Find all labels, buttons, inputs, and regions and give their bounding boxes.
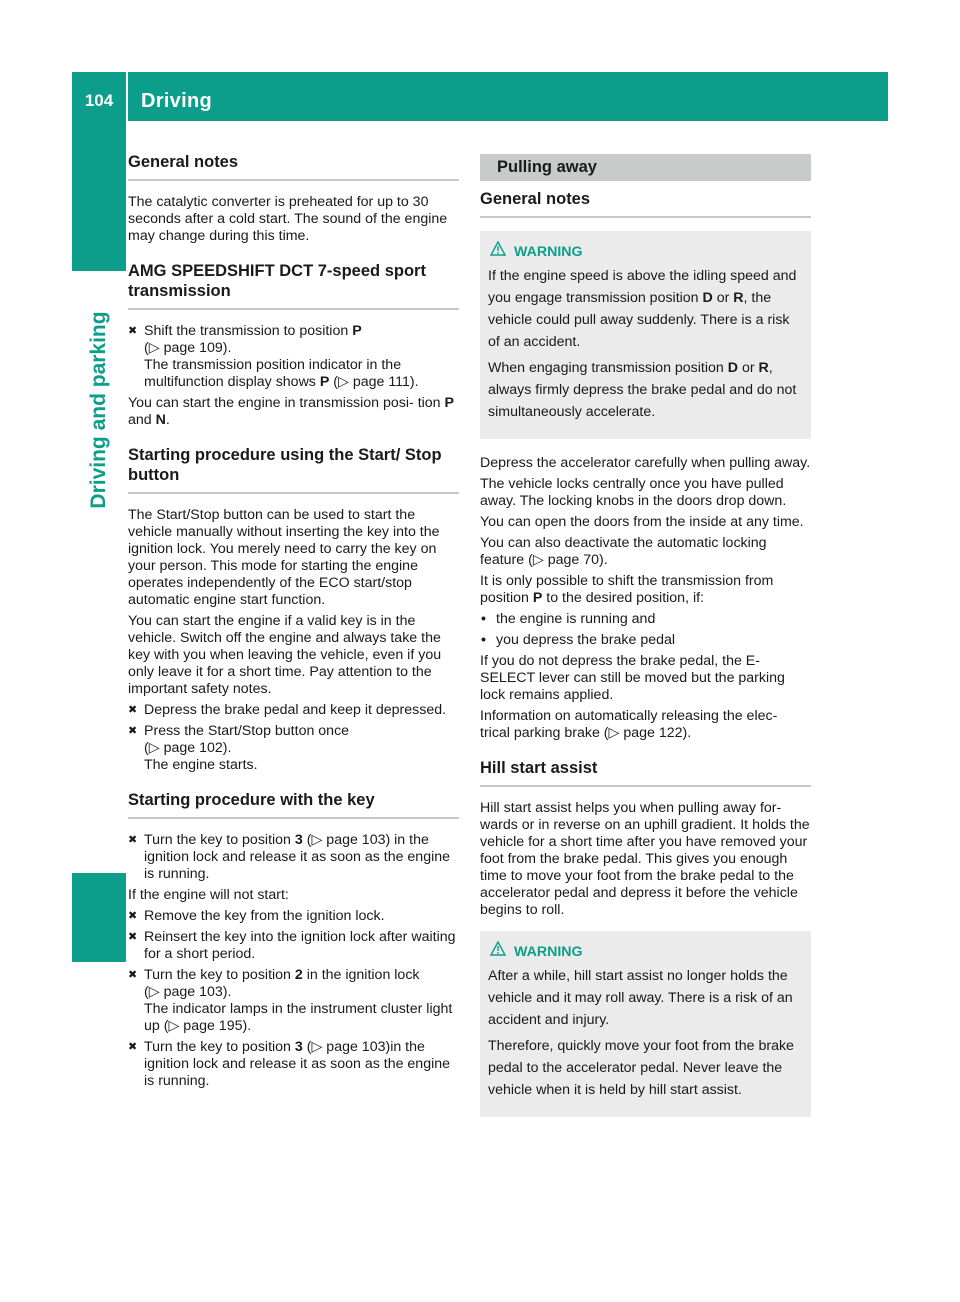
instruction-step: ✖ Reinsert the key into the ignition lock after waiting for a short period. bbox=[128, 929, 459, 963]
paragraph: You can open the doors from the inside at any time. bbox=[480, 514, 804, 530]
paragraph: It is only possible to shift the transmission from position P to the desired position, if: bbox=[480, 573, 774, 606]
instruction-step: ✖ Turn the key to position 3 (▷ page 103)in the ignition lock and release it as soon as the engine is running. bbox=[128, 1039, 459, 1090]
paragraph: The vehicle locks centrally once you have pulled away. The locking knobs in the doors drop down. bbox=[480, 476, 787, 509]
warning-text: After a while, hill start assist no longer holds the vehicle and it may roll away. There is a risk of an accident and injury. bbox=[488, 968, 793, 1028]
paragraph: Hill start assist helps you when pulling away for‐ wards or in reverse on an uphill gradient. It holds the vehicle for a short time after you have removed your foot from the brake pedal. This gives you enough time to move your foot from the brake pedal to the accelerator pedal and depress it before the vehicle begins to roll. bbox=[480, 800, 810, 918]
bullet-item: • the engine is running and bbox=[480, 611, 811, 628]
section-heading: Starting procedure with the key bbox=[128, 790, 459, 819]
instruction-step: ✖ Depress the brake pedal and keep it depressed. bbox=[128, 702, 459, 719]
sidebar-tab bbox=[72, 121, 126, 271]
paragraph: The catalytic converter is preheated for up to 30 seconds after a cold start. The sound of the engine may change during this time. bbox=[128, 194, 448, 244]
paragraph: The Start/Stop button can be used to start the vehicle manually without inserting the key into the ignition lock. You merely need to carry the key on your person. This mode for starting the engine operates independently of the ECO start/stop automatic engine start function. bbox=[128, 507, 440, 608]
section-heading: General notes bbox=[128, 152, 459, 181]
paragraph: Information on automatically releasing the elec‐ trical parking brake (▷ page 122). bbox=[480, 708, 778, 741]
bullet-item: • you depress the brake pedal bbox=[480, 632, 811, 649]
warning-text: When engaging transmission position D or R, always firmly depress the brake pedal and do not simultaneously accelerate. bbox=[488, 360, 797, 420]
instruction-step: ✖ Turn the key to position 2 in the ignition lock (▷ page 103). The indicator lamps in the instrument cluster light up (▷ page 195). bbox=[128, 967, 459, 1035]
warning-box bbox=[480, 231, 811, 439]
section-heading: AMG SPEEDSHIFT DCT 7-speed sport transmission bbox=[128, 261, 459, 310]
section-heading: Starting procedure using the Start/ Stop button bbox=[128, 445, 459, 494]
section-heading: General notes bbox=[480, 189, 811, 218]
warning-text: If the engine speed is above the idling speed and you engage transmission position D or R, the vehicle could pull away suddenly. There is a risk of an accident. bbox=[488, 268, 797, 350]
sidebar-marker bbox=[72, 873, 126, 962]
paragraph: You can start the engine if a valid key is in the vehicle. Switch off the engine and always take the key with you when leaving the vehicle, even if you only leave it for a short time. Pay attention to the important safety notes. bbox=[128, 613, 442, 697]
paragraph: If the engine will not start: bbox=[128, 887, 289, 903]
warning-triangle-icon bbox=[490, 241, 506, 263]
instruction-step: ✖ Shift the transmission to position P (▷ page 109). The transmission position indicator in the multifunction display shows P (▷ page 111). bbox=[128, 323, 459, 391]
instruction-step: ✖ Remove the key from the ignition lock. bbox=[128, 908, 459, 925]
paragraph: Depress the accelerator carefully when pulling away. bbox=[480, 455, 811, 471]
section-heading: Hill start assist bbox=[480, 758, 811, 787]
page-number: 104 bbox=[84, 91, 114, 110]
warning-title: WARNING bbox=[488, 941, 803, 963]
warning-box bbox=[480, 931, 811, 1117]
section-band: Pulling away bbox=[480, 154, 811, 181]
sidebar-section-label: Driving and parking bbox=[87, 311, 110, 509]
left-column bbox=[128, 150, 459, 1094]
instruction-step: ✖ Turn the key to position 3 (▷ page 103) in the ignition lock and release it as soon as the engine is running. bbox=[128, 832, 459, 883]
paragraph: You can also deactivate the automatic locking feature (▷ page 70). bbox=[480, 535, 767, 568]
chapter-title: Driving bbox=[141, 90, 212, 112]
warning-triangle-icon bbox=[490, 941, 506, 963]
right-column bbox=[480, 154, 811, 1133]
instruction-step: ✖ Press the Start/Stop button once (▷ page 102). The engine starts. bbox=[128, 723, 459, 774]
paragraph: If you do not depress the brake pedal, the E- SELECT lever can still be moved but the parking lock remains applied. bbox=[480, 653, 785, 703]
warning-text: Therefore, quickly move your foot from the brake pedal to the accelerator pedal. Never leave the vehicle when it is held by hill start assist. bbox=[488, 1038, 794, 1098]
paragraph: You can start the engine in transmission posi‐ tion P and N. bbox=[128, 395, 454, 428]
header-divider bbox=[126, 72, 128, 121]
warning-title: WARNING bbox=[488, 241, 803, 263]
